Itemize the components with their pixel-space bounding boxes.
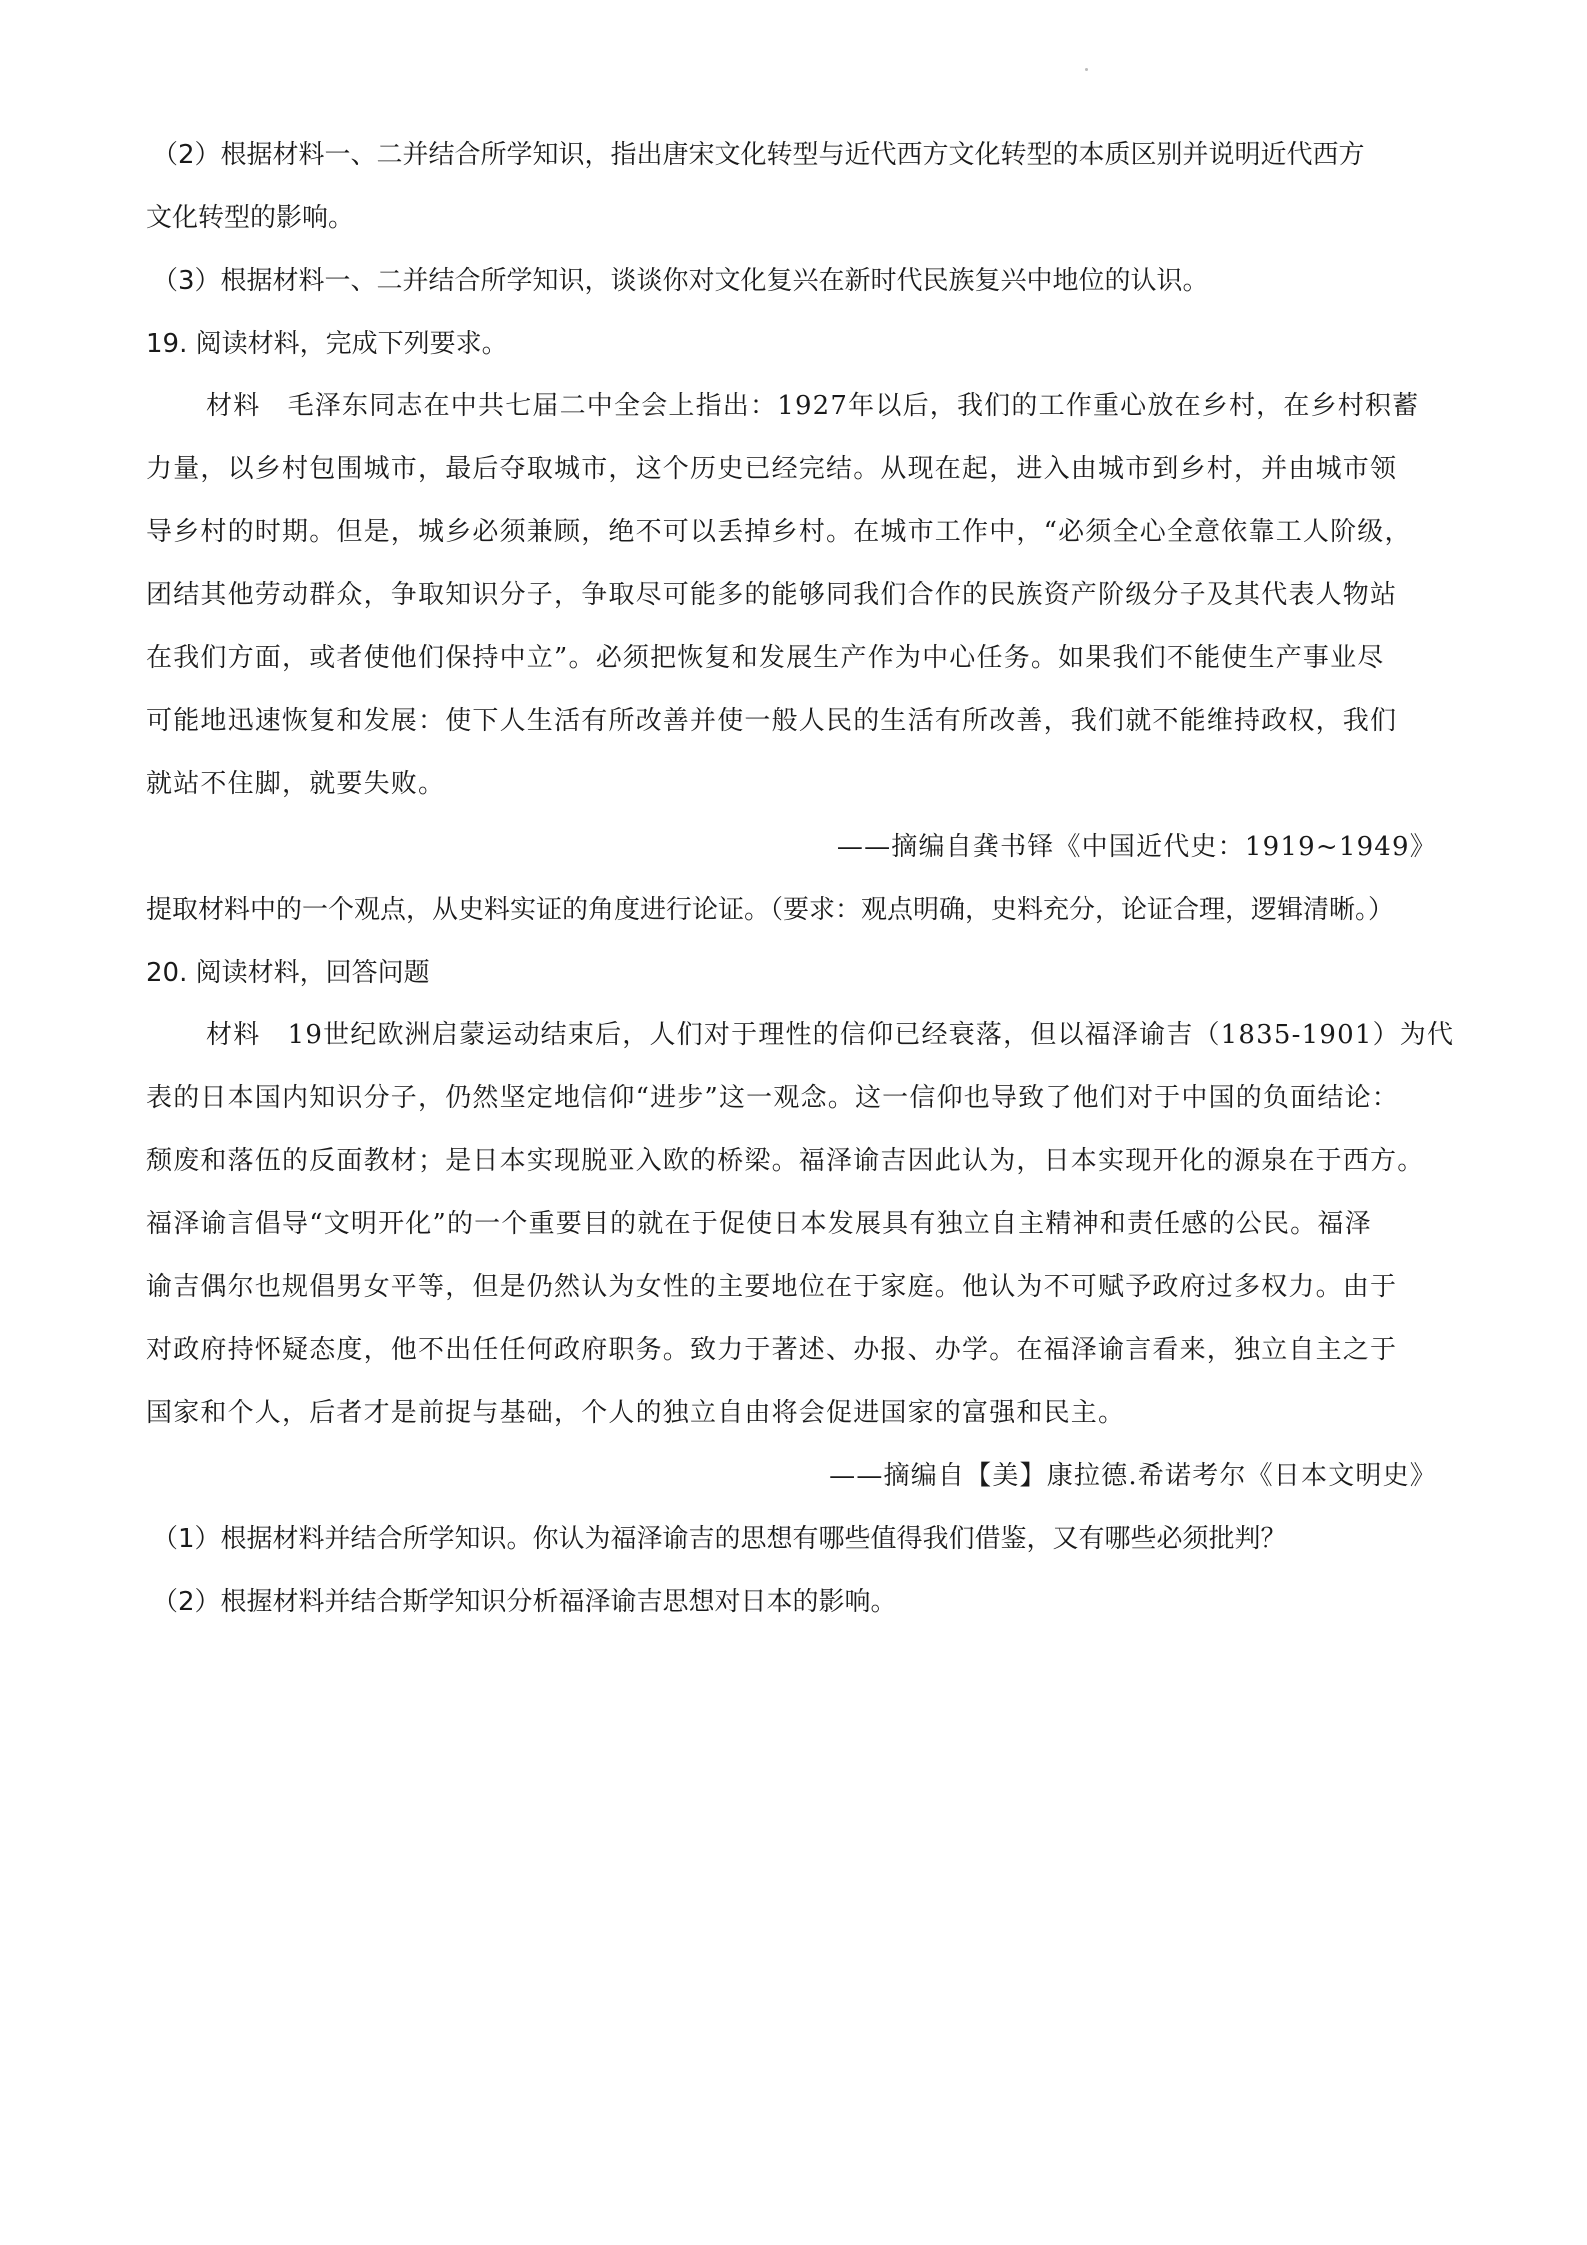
scan-speck (1085, 68, 1088, 71)
q20-sub2: （2）根握材料并结合斯学知识分析福泽谕吉思想对日本的影响。 (152, 1587, 897, 1617)
q20-heading: 20. 阅读材料，回答问题 (146, 958, 430, 988)
q20-material-line: 谕吉偶尔也规倡男女平等，但是仍然认为女性的主要地位在于家庭。他认为不可赋予政府过多权力。由于 (146, 1272, 1398, 1302)
q19-material-line: 导乡村的时期。但是，城乡必须兼顾，绝不可以丢掉乡村。在城市工作中，“必须全心全意依靠工人阶级， (146, 517, 1412, 547)
q19-heading: 19. 阅读材料，完成下列要求。 (146, 329, 508, 359)
q20-material-line: 表的日本国内知识分子，仍然坚定地信仰“进步”这一观念。这一信仰也导致了他们对于中国的负面结论： (146, 1083, 1399, 1113)
q20-source-citation: ——摘编自【美】康拉德.希诺考尔《日本文明史》 (829, 1461, 1437, 1491)
q19-material-line: 就站不住脚，就要失败。 (146, 769, 446, 799)
q18-sub2-line1: （2）根据材料一、二并结合所学知识，指出唐宋文化转型与近代西方文化转型的本质区别并说明近代西方 (152, 140, 1365, 170)
q19-task: 提取材料中的一个观点，从史料实证的角度进行论证。（要求：观点明确，史料充分，论证合理，逻辑清晰。） (146, 895, 1395, 925)
q20-material-line: 对政府持怀疑态度，他不出任任何政府职务。致力于著述、办报、办学。在福泽谕言看来，独立自主之于 (146, 1335, 1398, 1365)
q20-material-line: 颓废和落伍的反面教材；是日本实现脱亚入欧的桥梁。福泽谕吉因此认为，日本实现开化的源泉在于西方。 (146, 1146, 1425, 1176)
q20-material-line: 材料 19世纪欧洲启蒙运动结束后，人们对于理性的信仰已经衰落，但以福泽谕吉（1835-1901）为代 (206, 1020, 1455, 1050)
q19-material-line: 可能地迅速恢复和发展：使下人生活有所改善并使一般人民的生活有所改善，我们就不能维持政权，我们 (146, 706, 1398, 736)
q20-material-line: 福泽谕言倡导“文明开化”的一个重要目的就在于促使日本发展具有独立自主精神和责任感的公民。福泽 (146, 1209, 1372, 1239)
q19-material-line: 材料 毛泽东同志在中共七届二中全会上指出：1927年以后，我们的工作重心放在乡村，在乡村积蓄 (206, 391, 1420, 421)
q19-material-line: 在我们方面，或者使他们保持中立”。必须把恢复和发展生产作为中心任务。如果我们不能使生产事业尽 (146, 643, 1385, 673)
q18-sub2-line2: 文化转型的影响。 (146, 203, 355, 233)
q18-sub3: （3）根据材料一、二并结合所学知识，谈谈你对文化复兴在新时代民族复兴中地位的认识。 (152, 266, 1209, 296)
q20-material-line: 国家和个人，后者才是前捉与基础，个人的独立自由将会促进国家的富强和民主。 (146, 1398, 1126, 1428)
q19-material-line: 团结其他劳动群众，争取知识分子，争取尽可能多的能够同我们合作的民族资产阶级分子及其代表人物站 (146, 580, 1398, 610)
q19-material-line: 力量，以乡村包围城市，最后夺取城市，这个历史已经完结。从现在起，进入由城市到乡村，并由城市领 (146, 454, 1398, 484)
q19-source-citation: ——摘编自龚书铎《中国近代史：1919~1949》 (836, 832, 1437, 862)
q20-sub1: （1）根据材料并结合所学知识。你认为福泽谕吉的思想有哪些值得我们借鉴，又有哪些必须批判？ (152, 1524, 1287, 1554)
